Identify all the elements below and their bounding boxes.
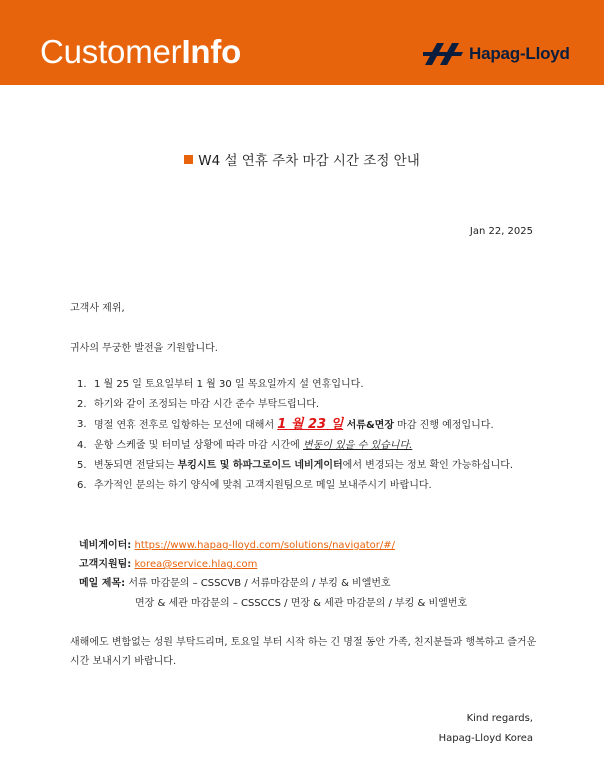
brand-bold-text: Info	[181, 33, 242, 70]
support-label: 고객지원팀:	[79, 559, 132, 570]
list-item-text: 하기와 같이 조정되는 마감 시간 준수 부탁드립니다.	[94, 399, 320, 410]
customer-info-wordmark	[40, 32, 241, 72]
list-number: 4.	[77, 440, 87, 451]
booking-navigator-bold: 부킹시트 및 하파그로이드 네비게이터	[177, 460, 343, 471]
deadline-docs-bold: 서류&면장	[343, 420, 394, 431]
list-item	[72, 418, 542, 433]
signature: Hapag-Lloyd Korea	[438, 733, 533, 744]
list-number: 5.	[77, 460, 87, 471]
list-item-text: 마감 진행 예정입니다.	[393, 420, 494, 431]
orange-bullet-square	[184, 155, 193, 164]
list-item-text: 에서 변경되는 정보 확인 가능하십니다.	[342, 460, 514, 471]
list-item-text: 추가적인 문의는 하기 양식에 맞춰 고객지원팀으로 메일 보내주시기 바랍니다.	[94, 480, 432, 491]
closing-paragraph: 새해에도 변함없는 성원 부탁드리며, 토요일 부터 시작 하는 긴 명절 동안 가족, 친지분들과 행복하고 즐거운 시간 보내시기 바랍니다.	[70, 637, 537, 667]
hapag-lloyd-logo	[423, 41, 570, 67]
list-number: 6.	[77, 480, 87, 491]
list-item	[72, 459, 542, 473]
navigator-label: 네비게이터:	[79, 540, 132, 551]
mail-subject-line	[79, 577, 391, 591]
notice-date: Jan 22, 2025	[469, 226, 533, 237]
list-item	[72, 439, 542, 453]
notice-title	[0, 149, 604, 169]
navigator-link[interactable]: https://www.hapag-lloyd.com/solutions/navigator/#/	[134, 540, 395, 551]
support-line	[79, 558, 257, 572]
change-warning-emphasis: 변동이 있을 수 있습니다.	[302, 440, 413, 451]
hapag-lloyd-emblem-icon	[423, 41, 463, 67]
list-number: 3.	[77, 419, 87, 430]
logo-text: Hapag-Lloyd	[469, 44, 570, 63]
mail-subject-docs: 서류 마감문의 – CSSCVB / 서류마감문의 / 부킹 & 비엘번호	[128, 578, 391, 589]
list-item-text: 명절 연휴 전후로 입항하는 모선에 대해서	[94, 420, 278, 431]
notice-list	[72, 378, 542, 499]
list-item	[72, 479, 542, 493]
deadline-date-highlight: 1 월 23 일	[277, 417, 344, 432]
brand-light-text: Customer	[40, 33, 182, 70]
list-item	[72, 398, 542, 412]
mail-subject-line-2: 면장 & 세관 마감문의 – CSSCCS / 면장 & 세관 마감문의 / 부킹 & 비엘번호	[135, 598, 468, 609]
regards: Kind regards,	[466, 713, 533, 724]
salutation: 고객사 제위,	[70, 303, 125, 314]
greeting: 귀사의 무궁한 발전을 기원합니다.	[70, 343, 218, 354]
list-item-text: 변동되면 전달되는	[94, 460, 178, 471]
navigator-line	[79, 539, 395, 553]
header-banner	[0, 0, 604, 85]
list-number: 1.	[77, 379, 87, 390]
title-text: W4 설 연휴 주차 마감 시간 조정 안내	[198, 153, 420, 169]
list-item-text: 운항 스케줄 및 터미널 상황에 따라 마감 시간에	[94, 440, 303, 451]
support-email-link[interactable]: korea@service.hlag.com	[134, 559, 258, 570]
list-number: 2.	[77, 399, 87, 410]
list-item	[72, 378, 542, 392]
mail-subject-label: 메일 제목:	[79, 578, 126, 589]
list-item-text: 1 월 25 일 토요일부터 1 월 30 일 목요일까지 설 연휴입니다.	[94, 379, 364, 390]
